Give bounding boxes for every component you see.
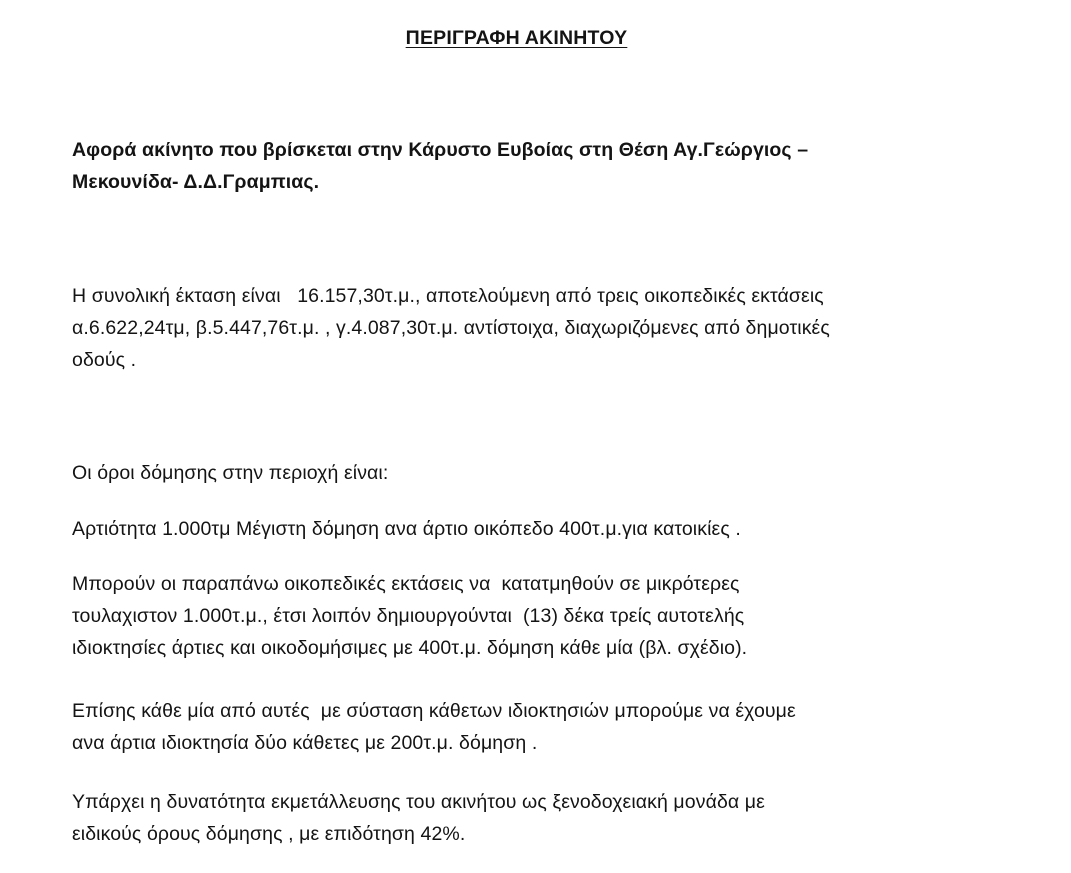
- subdivision-line-1: Μπορούν οι παραπάνω οικοπεδικές εκτάσεις να κατατμηθούν σε μικρότερες: [72, 573, 740, 595]
- document-title: ΠΕΡΙΓΡΑΦΗ ΑΚΙΝΗΤΟΥ: [405, 27, 628, 49]
- subdivision-line-3: ιδιοκτησίες άρτιες και οικοδομήσιμες με 400τ.μ. δόμηση κάθε μία (βλ. σχέδιο).: [72, 637, 748, 659]
- area-paragraph: [72, 280, 1032, 376]
- subdivision-paragraph: [72, 568, 1032, 664]
- hotel-line-1: Υπάρχει η δυνατότητα εκμετάλλευσης του ακινήτου ως ξενοδοχειακή μονάδα με: [72, 791, 765, 813]
- area-line-3: οδούς .: [72, 349, 137, 371]
- hotel-paragraph: [72, 786, 1032, 850]
- vertical-properties-paragraph: [72, 695, 1032, 759]
- location-paragraph: [72, 134, 1032, 198]
- subdivision-line-2: τουλαχιστον 1.000τ.μ., έτσι λοιπόν δημιουργούνται (13) δέκα τρείς αυτοτελής: [72, 605, 745, 627]
- location-line-2: Μεκουνίδα- Δ.Δ.Γραμπιας.: [72, 171, 320, 193]
- location-line-1: Αφορά ακίνητο που βρίσκεται στην Κάρυστο Ευβοίας στη Θέση Αγ.Γεώργιος –: [72, 139, 809, 161]
- building-terms-line: Αρτιότητα 1.000τμ Μέγιστη δόμηση ανα άρτιο οικόπεδο 400τ.μ.για κατοικίες .: [72, 518, 741, 540]
- vertical-line-1: Επίσης κάθε μία από αυτές με σύσταση κάθετων ιδιοκτησιών μπορούμε να έχουμε: [72, 700, 796, 722]
- hotel-line-2: ειδικούς όρους δόμησης , με επιδότηση 42%.: [72, 823, 466, 845]
- area-line-2: α.6.622,24τμ, β.5.447,76τ.μ. , γ.4.087,30τ.μ. αντίστοιχα, διαχωριζόμενες από δημοτικές: [72, 317, 830, 339]
- vertical-line-2: ανα άρτια ιδιοκτησία δύο κάθετες με 200τ.μ. δόμηση .: [72, 732, 538, 754]
- building-terms-heading: Οι όροι δόμησης στην περιοχή είναι:: [72, 462, 389, 484]
- area-line-1: Η συνολική έκταση είναι 16.157,30τ.μ., αποτελούμενη από τρεις οικοπεδικές εκτάσεις: [72, 285, 824, 307]
